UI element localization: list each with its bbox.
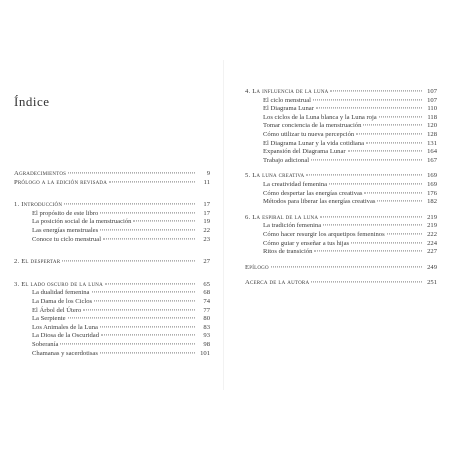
toc-entry[interactable] (245, 105, 437, 114)
toc-entry-label: 6. La espiral de la luna (245, 213, 319, 221)
leader-dots (100, 352, 195, 353)
toc-entry-label: Las energías menstruales (32, 226, 99, 234)
toc-entry-label: El propósito de este libro (32, 209, 99, 217)
toc-entry-label: Prólogo a la edición revisada (14, 178, 107, 186)
leader-dots (92, 292, 196, 293)
toc-entry-page: 167 (427, 156, 437, 164)
toc-entry-label: El ciclo menstrual (263, 96, 311, 104)
leader-dots (351, 242, 422, 243)
toc-entry-page: 17 (203, 209, 210, 217)
toc-entry-page: 11 (203, 178, 210, 186)
toc-entry-page: 80 (203, 315, 210, 323)
toc-entry[interactable] (245, 214, 437, 223)
leader-dots (377, 201, 422, 202)
toc-entry[interactable] (14, 350, 210, 359)
toc-entry-label: Tomar conciencia de la menstruación (263, 122, 362, 130)
page-title: Índice (14, 94, 50, 109)
toc-entry[interactable] (245, 240, 437, 249)
toc-entry-label: 5. La luna creativa (245, 172, 305, 180)
leader-dots (311, 159, 422, 160)
toc-entry-page: 128 (427, 130, 437, 138)
toc-entry[interactable] (14, 289, 210, 298)
toc-entry[interactable] (14, 332, 210, 341)
toc-entry-label: La Dama de los Ciclos (32, 297, 93, 305)
toc-entry-page: 182 (427, 198, 437, 206)
toc-entry-page: 101 (200, 349, 210, 357)
toc-entry[interactable] (14, 307, 210, 316)
toc-entry-page: 176 (427, 189, 437, 197)
leader-dots (100, 229, 195, 230)
toc-entry-label: La creatividad femenina (263, 180, 328, 188)
toc-entry-page: 222 (427, 230, 437, 238)
toc-entry-page: 9 (206, 170, 210, 177)
leader-dots (103, 238, 195, 239)
leader-dots (100, 326, 195, 327)
toc-left (14, 170, 210, 358)
toc-entry[interactable] (245, 148, 437, 157)
toc-entry-page: 118 (427, 113, 437, 121)
leader-dots (68, 172, 195, 173)
toc-entry-label: Ritos de transición (263, 248, 313, 256)
toc-entry-page: 107 (427, 88, 437, 95)
leader-dots (314, 250, 422, 251)
leader-dots (320, 216, 422, 217)
toc-entry-label: Chamanas y sacerdotisas (32, 349, 98, 357)
toc-entry-page: 251 (427, 279, 437, 287)
toc-entry[interactable] (245, 131, 437, 140)
toc-entry-page: 98 (203, 340, 210, 348)
toc-entry-label: El Diagrama Lunar y la vida cotidiana (263, 139, 365, 147)
leader-dots (133, 221, 195, 222)
toc-entry[interactable] (245, 198, 437, 207)
leader-dots (105, 283, 195, 284)
toc-entry[interactable] (245, 264, 437, 273)
toc-entry-page: 224 (427, 239, 437, 247)
toc-entry-page: 249 (427, 263, 437, 271)
leader-dots (68, 318, 195, 319)
leader-dots (366, 142, 422, 143)
toc-entry-label: Métodos para liberar las energías creativas (263, 198, 376, 206)
toc-entry-label: Los ciclos de la Luna blanca y la Luna roja (263, 113, 377, 121)
toc-entry-page: 219 (427, 213, 437, 221)
toc-entry[interactable] (14, 236, 210, 245)
leader-dots (330, 90, 422, 91)
toc-entry-page: 169 (427, 172, 437, 180)
toc-entry-label: 2. El despertar (14, 258, 61, 266)
leader-dots (83, 309, 195, 310)
toc-entry-label: 3. El lado oscuro de la luna (14, 280, 103, 288)
toc-entry-page: 27 (203, 258, 210, 266)
leader-dots (316, 108, 422, 109)
toc-entry[interactable] (14, 218, 210, 227)
toc-entry-label: La dualidad femenina (32, 289, 90, 297)
toc-entry[interactable] (245, 97, 437, 106)
toc-entry[interactable] (14, 315, 210, 324)
toc-entry[interactable] (14, 210, 210, 219)
toc-entry-page: 169 (427, 180, 437, 188)
toc-entry-page: 77 (203, 306, 210, 314)
toc-entry-page: 19 (203, 218, 210, 226)
toc-right (245, 88, 437, 288)
toc-entry-page: 219 (427, 222, 437, 230)
toc-entry-page: 68 (203, 289, 210, 297)
toc-entry[interactable] (14, 341, 210, 350)
toc-entry[interactable] (245, 248, 437, 257)
toc-entry-label: Expansión del Diagrama Lunar (263, 148, 346, 156)
toc-entry[interactable] (14, 281, 210, 290)
leader-dots (387, 233, 422, 234)
toc-entry-label: 1. Introducción (14, 201, 63, 209)
leader-dots (62, 261, 195, 262)
toc-entry[interactable] (245, 181, 437, 190)
toc-entry[interactable] (245, 190, 437, 199)
toc-entry-label: 4. La influencia de la luna (245, 88, 329, 95)
leader-dots (323, 225, 422, 226)
toc-entry-label: Trabajo adicional (263, 156, 310, 164)
leader-dots (109, 181, 195, 182)
toc-entry-label: Cómo utilizar tu nueva percepción (263, 130, 355, 138)
toc-entry-label: La posición social de la menstruación (32, 218, 132, 226)
toc-entry[interactable] (245, 140, 437, 149)
leader-dots (311, 282, 422, 283)
toc-entry-label: Agradecimientos (14, 170, 67, 177)
toc-entry-label: Cómo hacer resurgir los arquetipos femeninos (263, 230, 385, 238)
toc-entry-label: Epílogo (245, 263, 269, 271)
leader-dots (363, 125, 422, 126)
toc-entry-page: 120 (427, 122, 437, 130)
leader-dots (379, 116, 422, 117)
leader-dots (101, 335, 195, 336)
toc-entry[interactable] (245, 231, 437, 240)
toc-entry-label: Cómo guiar y enseñar a tus hijas (263, 239, 350, 247)
toc-entry[interactable] (14, 170, 210, 179)
toc-entry[interactable] (245, 279, 437, 288)
toc-entry[interactable] (245, 114, 437, 123)
toc-entry-label: El Árbol del Útero (32, 306, 82, 314)
toc-entry-label: Conoce tu ciclo menstrual (32, 235, 102, 243)
toc-entry[interactable] (14, 324, 210, 333)
toc-entry-page: 65 (203, 280, 210, 288)
toc-entry-label: La tradición femenina (263, 222, 322, 230)
toc-entry[interactable] (14, 227, 210, 236)
toc-entry[interactable] (14, 298, 210, 307)
toc-entry-page: 22 (203, 226, 210, 234)
toc-entry-label: Acerca de la autora (245, 279, 310, 287)
leader-dots (64, 204, 195, 205)
toc-entry[interactable] (245, 88, 437, 97)
toc-entry-page: 107 (427, 96, 437, 104)
toc-entry-page: 164 (427, 148, 437, 156)
toc-entry-page: 83 (203, 323, 210, 331)
toc-entry-page: 110 (427, 105, 437, 113)
leader-dots (364, 192, 422, 193)
toc-entry[interactable] (245, 157, 437, 166)
leader-dots (94, 300, 195, 301)
toc-entry-page: 17 (203, 201, 210, 209)
toc-entry[interactable] (245, 122, 437, 131)
toc-entry-label: Cómo despertar las energías creativas (263, 189, 363, 197)
toc-entry[interactable] (14, 179, 210, 188)
right-page (225, 0, 450, 450)
leader-dots (313, 99, 422, 100)
toc-entry-label: Los Animales de la Luna (32, 323, 98, 331)
leader-dots (356, 133, 422, 134)
leader-dots (271, 266, 422, 267)
toc-entry[interactable] (245, 172, 437, 181)
toc-entry[interactable] (14, 201, 210, 210)
toc-entry-page: 93 (203, 332, 210, 340)
toc-entry-label: La Diosa de la Oscuridad (32, 332, 100, 340)
toc-entry[interactable] (14, 258, 210, 267)
leader-dots (348, 151, 422, 152)
toc-entry-label: La Serpiente (32, 315, 66, 323)
toc-entry-page: 131 (427, 139, 437, 147)
toc-entry[interactable] (245, 222, 437, 231)
toc-entry-label: El Diagrama Lunar (263, 105, 314, 113)
toc-entry-page: 227 (427, 248, 437, 256)
leader-dots (329, 183, 422, 184)
toc-entry-page: 74 (203, 297, 210, 305)
toc-entry-label: Soberanía (32, 340, 59, 348)
leader-dots (60, 343, 195, 344)
leader-dots (306, 175, 422, 176)
toc-entry-page: 23 (203, 235, 210, 243)
leader-dots (100, 212, 195, 213)
